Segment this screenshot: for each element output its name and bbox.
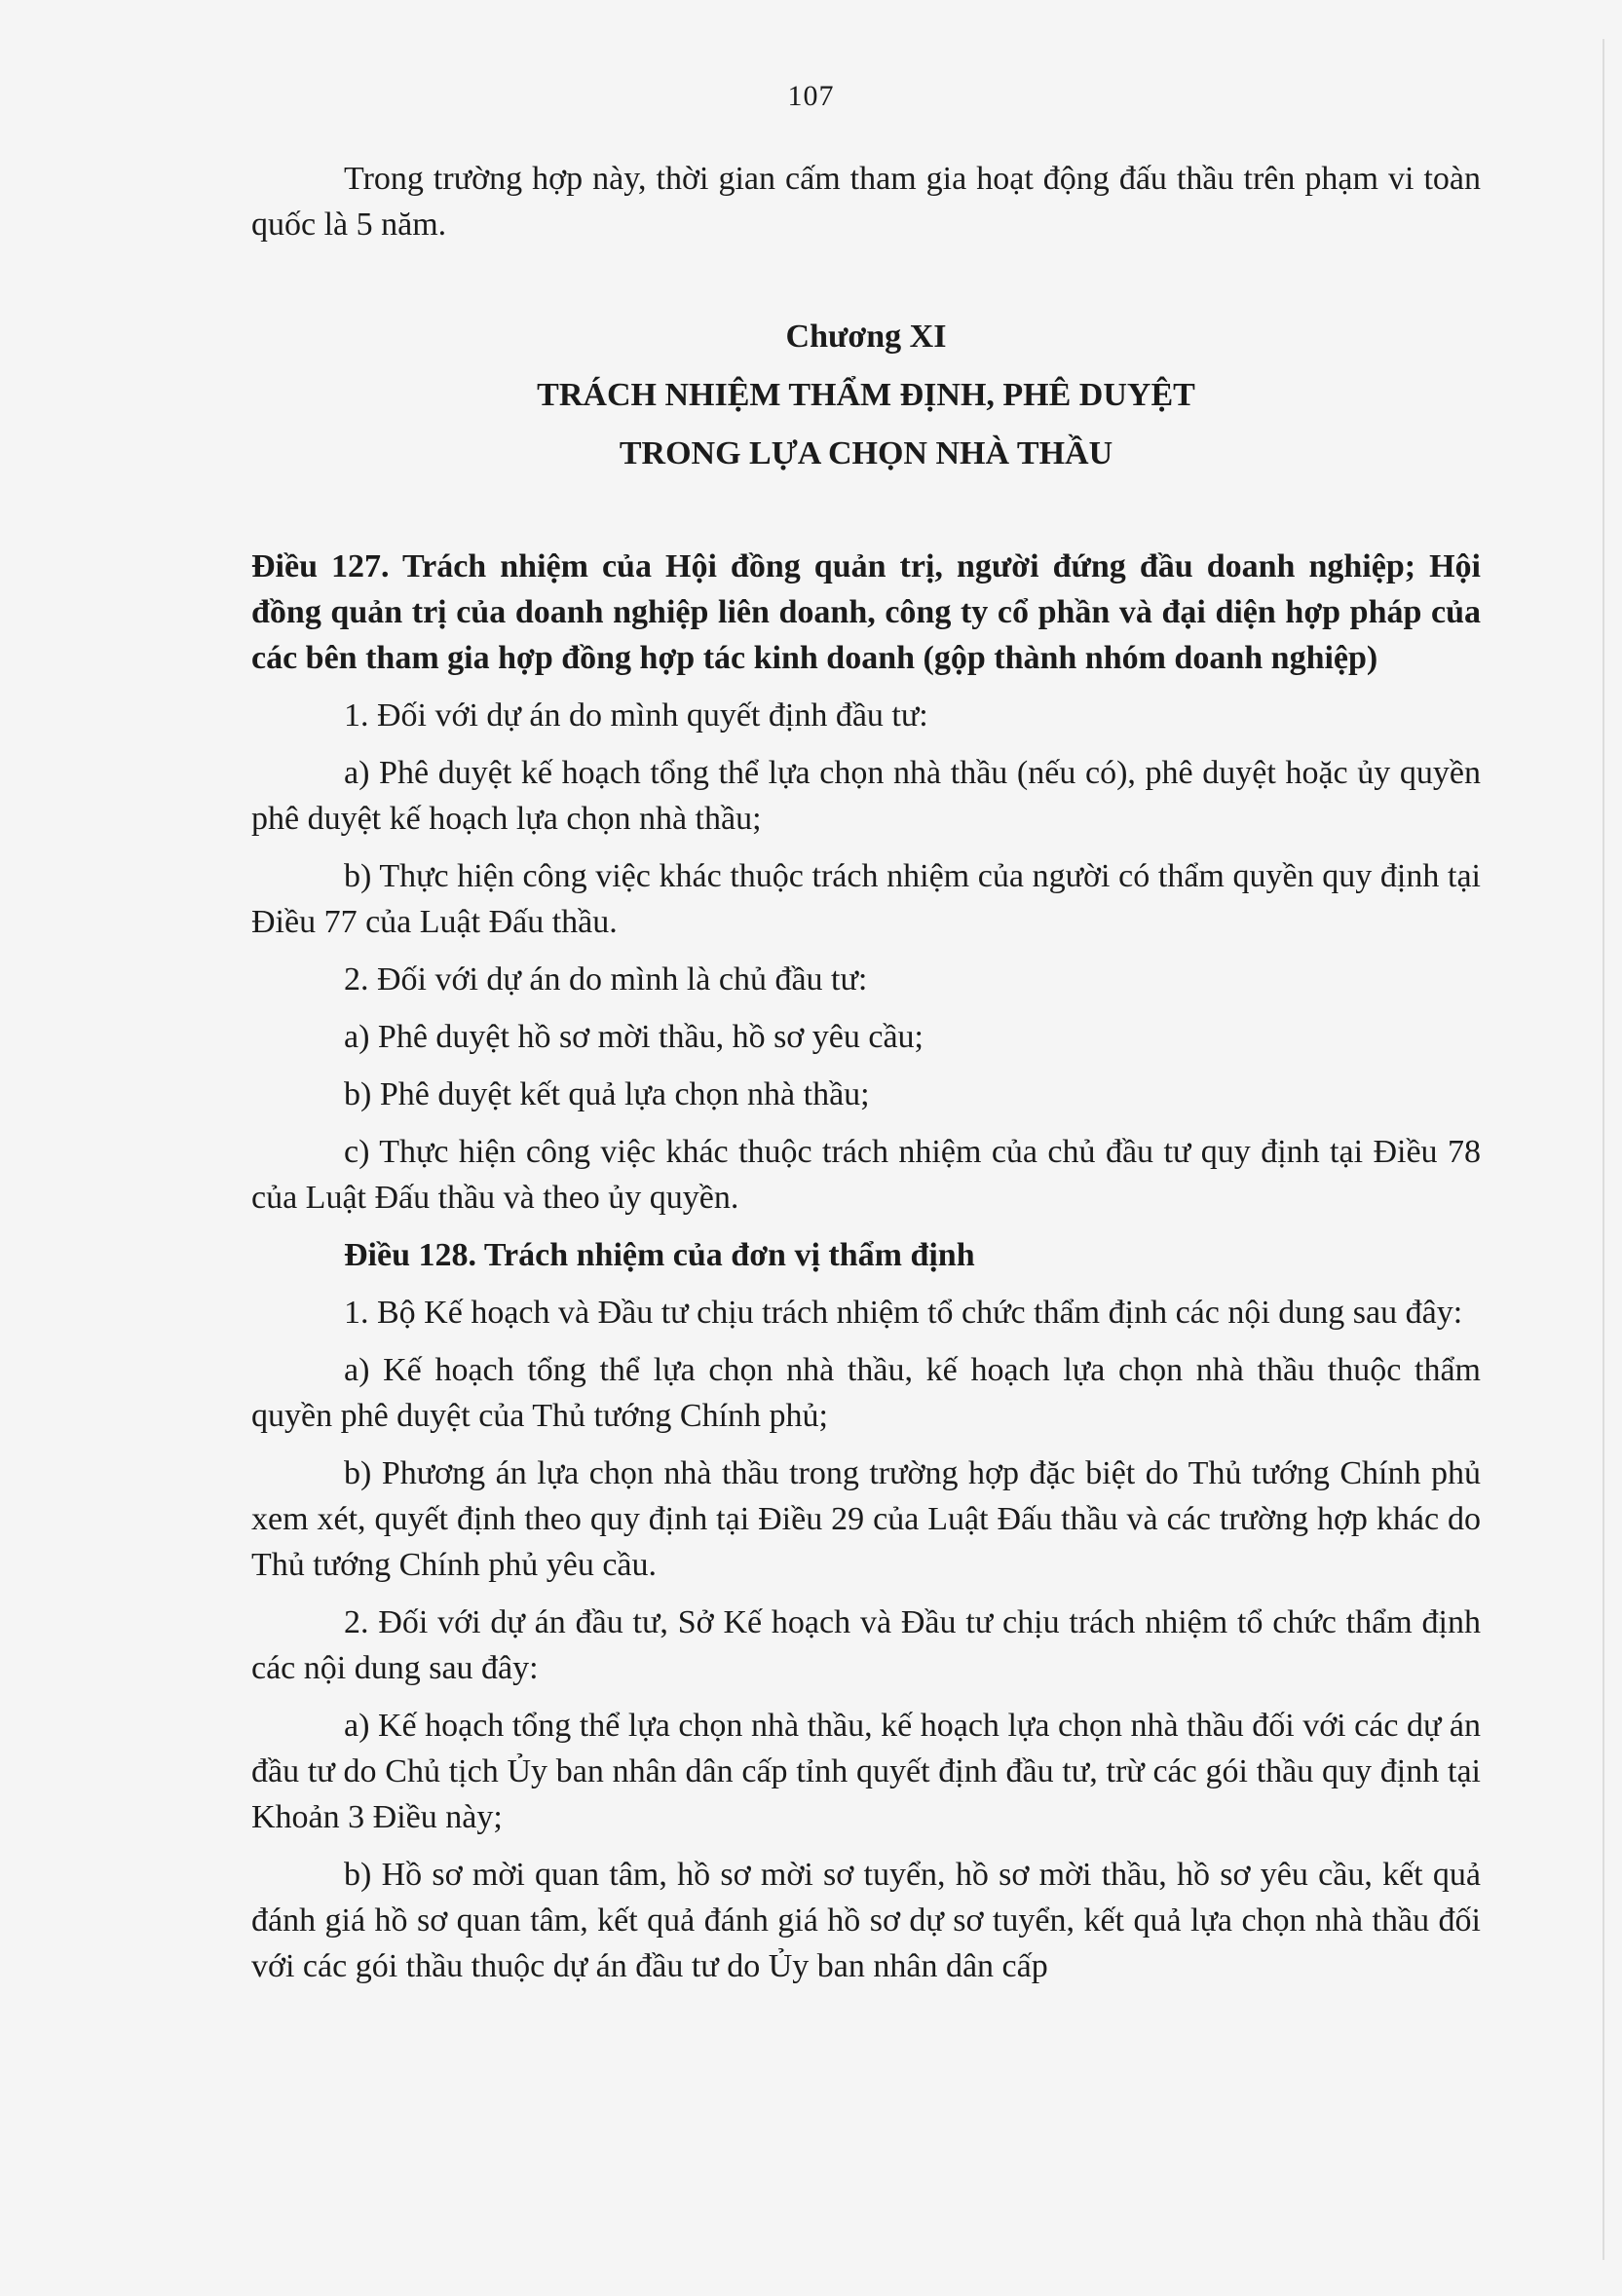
article-128-clause-2b: b) Hồ sơ mời quan tâm, hồ sơ mời sơ tuyển, hồ sơ mời thầu, hồ sơ yêu cầu, kết quả đánh giá hồ sơ quan tâm, kết quả đánh giá hồ sơ dự sơ tuyển, kết quả lựa chọn nhà thầu đối với các gói thầu thuộc dự án đầu tư do Ủy ban nhân dân cấp — [251, 1857, 1481, 1984]
article-127-clause-2a: a) Phê duyệt hồ sơ mời thầu, hồ sơ yêu cầu; — [344, 1019, 924, 1055]
chapter-title-line1: TRÁCH NHIỆM THẨM ĐỊNH, PHÊ DUYỆT — [537, 377, 1195, 413]
article-127-clause-2c: c) Thực hiện công việc khác thuộc trách nhiệm của chủ đầu tư quy định tại Điều 78 của Luật Đấu thầu và theo ủy quyền. — [251, 1134, 1481, 1216]
article-128-clause-1a: a) Kế hoạch tổng thể lựa chọn nhà thầu, kế hoạch lựa chọn nhà thầu thuộc thẩm quyền phê duyệt của Thủ tướng Chính phủ; — [251, 1352, 1481, 1434]
page-edge-line — [1603, 39, 1604, 2260]
article-128-clause-1: 1. Bộ Kế hoạch và Đầu tư chịu trách nhiệm tổ chức thẩm định các nội dung sau đây: — [344, 1295, 1463, 1331]
chapter-label: Chương XI — [785, 319, 947, 355]
article-128-clause-1b: b) Phương án lựa chọn nhà thầu trong trường hợp đặc biệt do Thủ tướng Chính phủ xem xét, quyết định theo quy định tại Điều 29 của Luật Đấu thầu và các trường hợp khác do Thủ tướng Chính phủ yêu cầu. — [251, 1455, 1481, 1583]
article-127-clause-1b: b) Thực hiện công việc khác thuộc trách nhiệm của người có thẩm quyền quy định tại Điều 77 của Luật Đấu thầu. — [251, 858, 1481, 940]
article-128-clause-2: 2. Đối với dự án đầu tư, Sở Kế hoạch và Đầu tư chịu trách nhiệm tổ chức thẩm định các nội dung sau đây: — [251, 1604, 1481, 1686]
article-128-clause-2a: a) Kế hoạch tổng thể lựa chọn nhà thầu, kế hoạch lựa chọn nhà thầu đối với các dự án đầu tư do Chủ tịch Ủy ban nhân dân cấp tỉnh quyết định đầu tư, trừ các gói thầu quy định tại Khoản 3 Điều này; — [251, 1708, 1481, 1835]
article-127-clause-1a: a) Phê duyệt kế hoạch tổng thể lựa chọn nhà thầu (nếu có), phê duyệt hoặc ủy quyền phê duyệt kế hoạch lựa chọn nhà thầu; — [251, 755, 1481, 837]
intro-paragraph: Trong trường hợp này, thời gian cấm tham gia hoạt động đấu thầu trên phạm vi toàn quốc là 5 năm. — [251, 161, 1481, 243]
page-content — [251, 156, 1481, 1989]
page-number: 107 — [787, 80, 835, 112]
chapter-heading — [251, 308, 1481, 483]
article-127-clause-1: 1. Đối với dự án do mình quyết định đầu tư: — [344, 697, 928, 734]
article-127-heading: Điều 127. Trách nhiệm của Hội đồng quản trị, người đứng đầu doanh nghiệp; Hội đồng quản trị của doanh nghiệp liên doanh, công ty cổ phần và đại diện hợp pháp của các bên tham gia hợp đồng hợp tác kinh doanh (gộp thành nhóm doanh nghiệp) — [251, 548, 1481, 676]
chapter-title-line2: TRONG LỰA CHỌN NHÀ THẦU — [619, 435, 1113, 471]
article-127-clause-2b: b) Phê duyệt kết quả lựa chọn nhà thầu; — [344, 1076, 870, 1112]
article-127-clause-2: 2. Đối với dự án do mình là chủ đầu tư: — [344, 961, 868, 997]
article-128-heading: Điều 128. Trách nhiệm của đơn vị thẩm định — [344, 1237, 975, 1273]
